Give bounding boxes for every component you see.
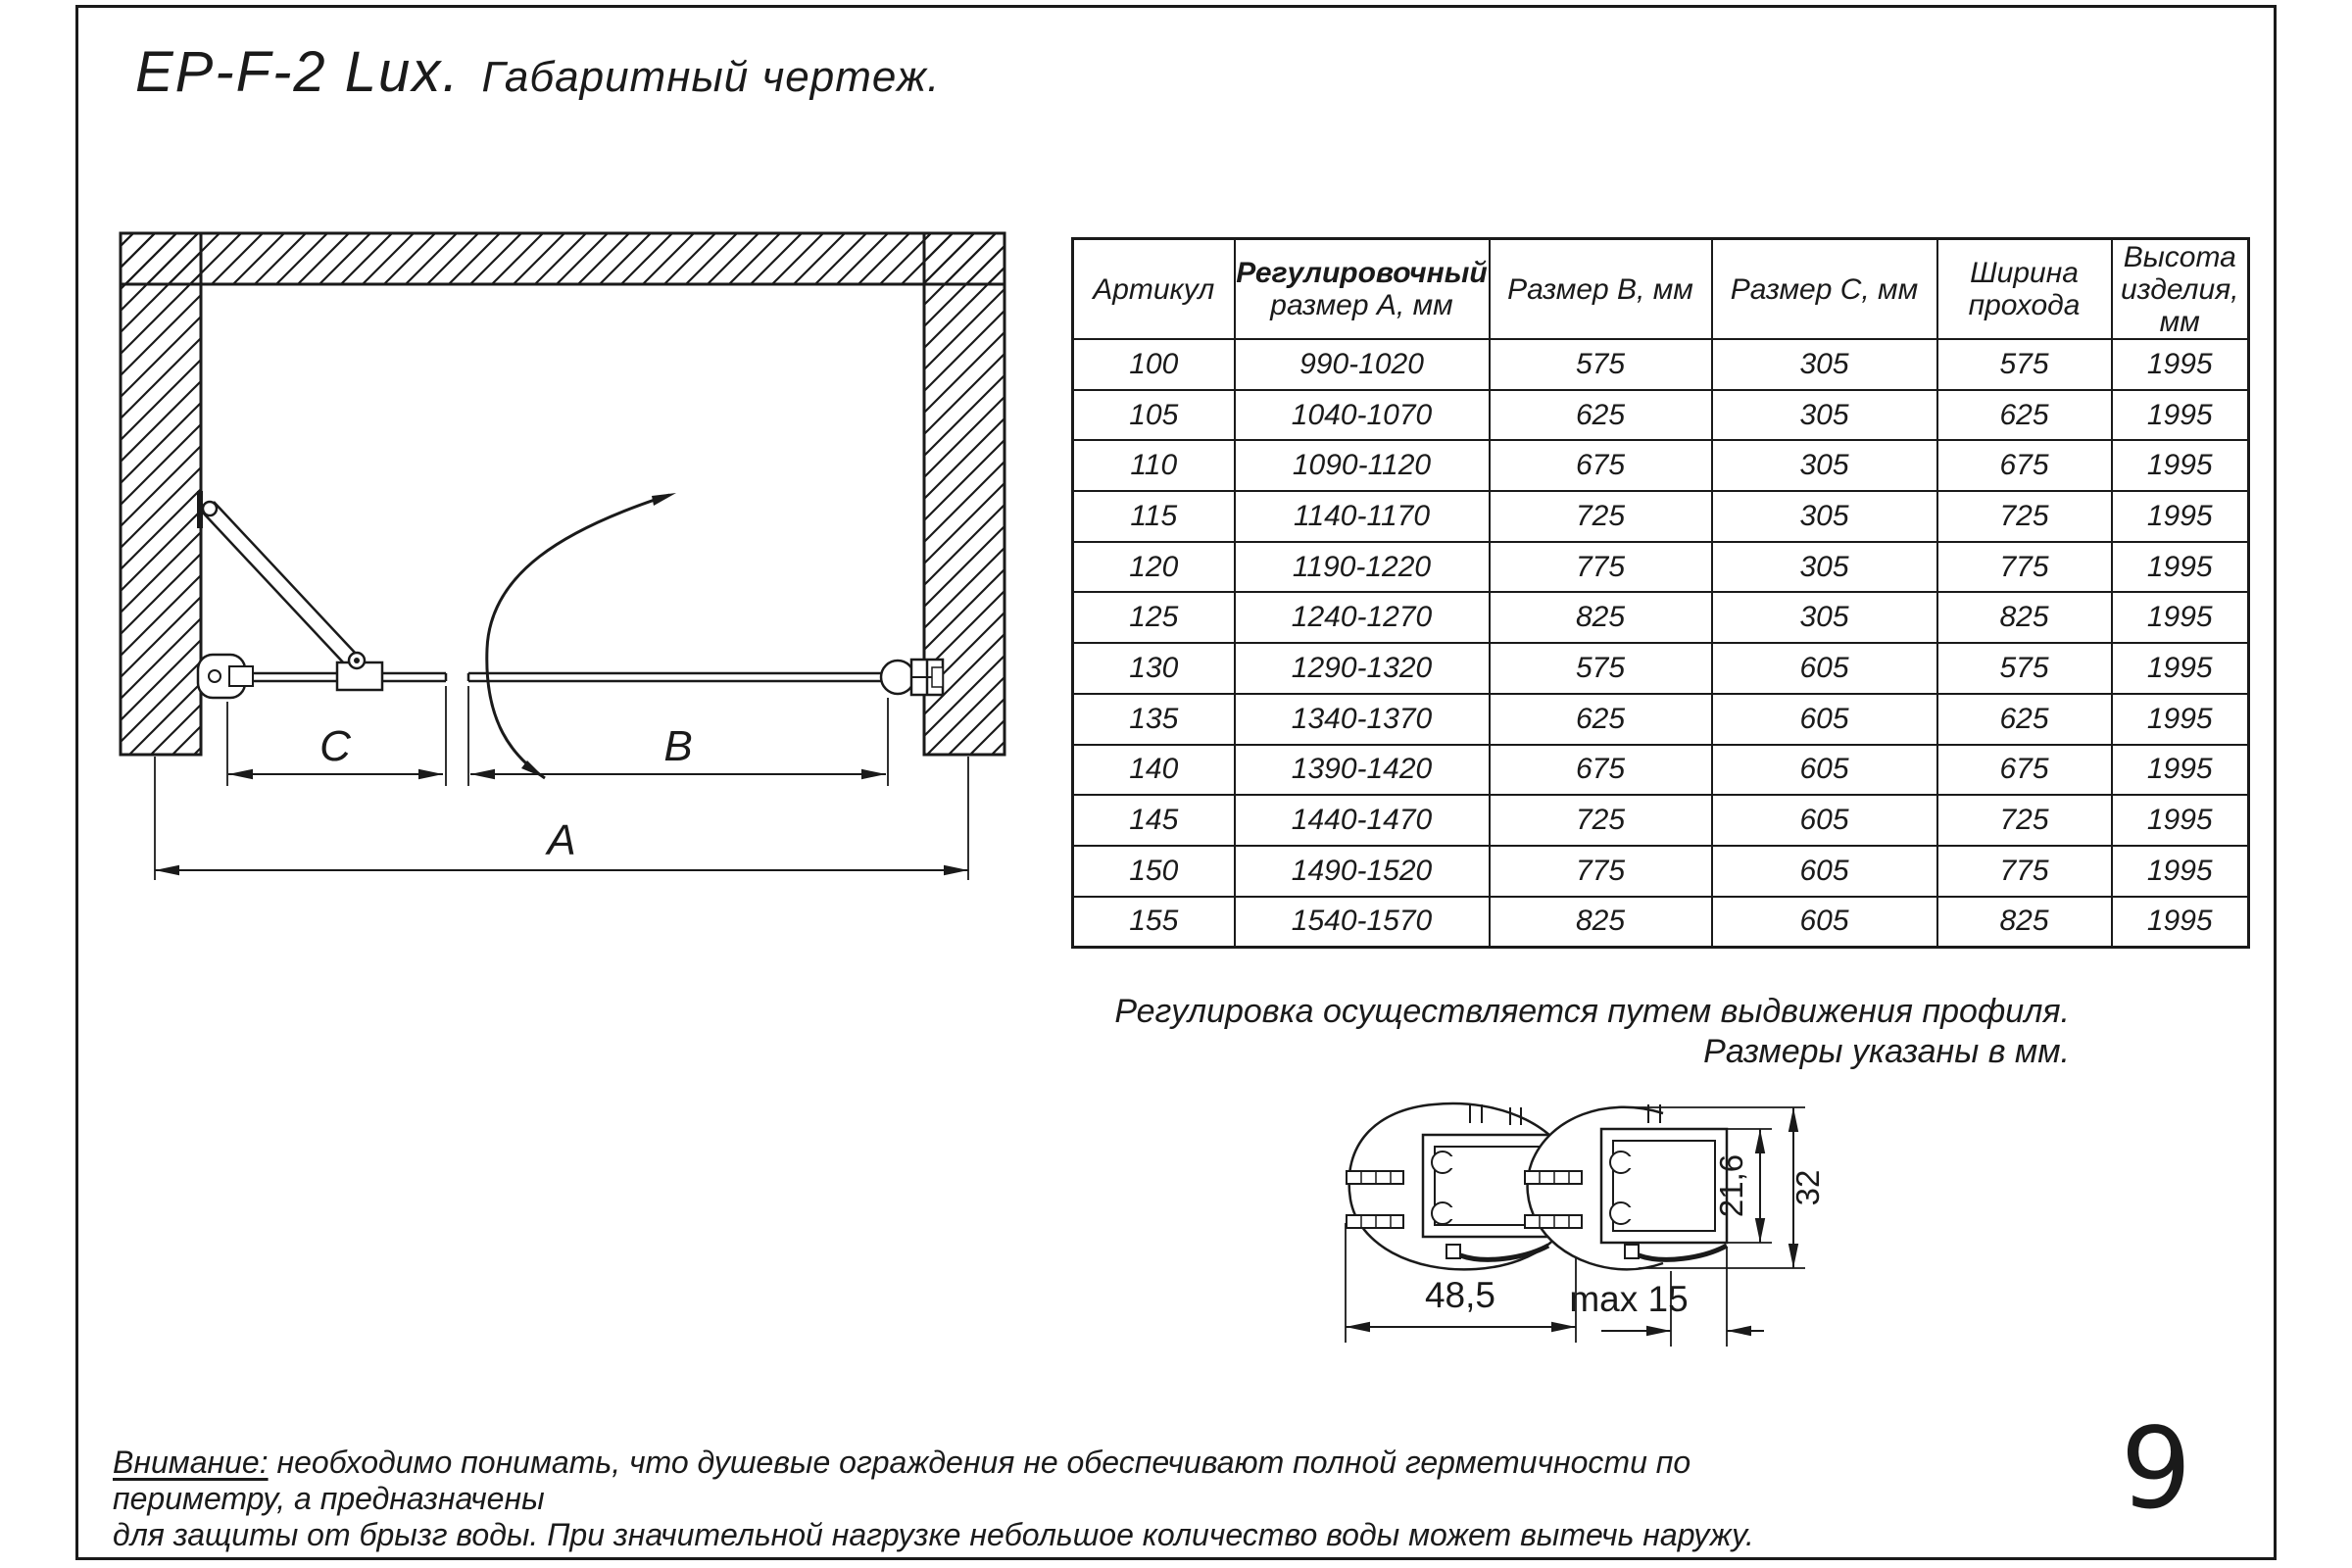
table-cell: 575 — [1490, 339, 1712, 390]
table-cell: 305 — [1712, 542, 1937, 593]
table-cell: 1995 — [2112, 795, 2249, 846]
table-cell: 110 — [1073, 440, 1235, 491]
table-cell: 1995 — [2112, 592, 2249, 643]
table-cell: 130 — [1073, 643, 1235, 694]
warning-text-1: необходимо понимать, что душевые ограждения не обеспечивают полной герметичности по периметру, а предназначены — [113, 1445, 1691, 1516]
col-height: Высота изделия, мм — [2112, 239, 2249, 340]
title-caption: Габаритный чертеж. — [481, 53, 941, 101]
dimension-a — [155, 816, 968, 875]
table-cell: 115 — [1073, 491, 1235, 542]
table-cell: 105 — [1073, 390, 1235, 441]
dim-label-b: B — [663, 722, 693, 770]
dimension-c — [228, 722, 443, 779]
table-cell: 605 — [1712, 846, 1937, 897]
table-cell: 305 — [1712, 339, 1937, 390]
table-cell: 1995 — [2112, 897, 2249, 948]
table-cell: 1995 — [2112, 542, 2249, 593]
table-cell: 675 — [1937, 745, 2112, 796]
table-cell: 825 — [1490, 592, 1712, 643]
swing-arc — [487, 493, 676, 778]
table-cell: 1995 — [2112, 745, 2249, 796]
door-hinge-right — [881, 660, 943, 695]
wall-bracket-left — [198, 655, 253, 698]
table-cell: 305 — [1712, 390, 1937, 441]
table-row — [1073, 592, 2249, 643]
table-row — [1073, 846, 2249, 897]
table-cell: 605 — [1712, 897, 1937, 948]
table-cell: 575 — [1937, 643, 2112, 694]
table-row — [1073, 491, 2249, 542]
warning-line-2: для защиты от брызг воды. При значительной нагрузке небольшое количество воды может вытечь наружу. — [113, 1517, 1754, 1552]
col-size-c: Размер С, мм — [1712, 239, 1937, 340]
table-cell: 605 — [1712, 694, 1937, 745]
table-cell: 605 — [1712, 643, 1937, 694]
table-row — [1073, 795, 2249, 846]
table-cell: 675 — [1937, 440, 2112, 491]
table-cell: 1995 — [2112, 694, 2249, 745]
table-cell: 625 — [1937, 694, 2112, 745]
table-cell: 100 — [1073, 339, 1235, 390]
table-cell: 625 — [1490, 694, 1712, 745]
table-cell: 725 — [1937, 795, 2112, 846]
table-row — [1073, 440, 2249, 491]
table-body — [1073, 339, 2249, 948]
note-line-1: Регулировка осуществляется путем выдвижения профиля. — [1114, 993, 2070, 1030]
profile-inner-height-label: 21,6 — [1713, 1153, 1749, 1218]
table-cell: 1390-1420 — [1235, 745, 1490, 796]
table-cell: 990-1020 — [1235, 339, 1490, 390]
table-header — [1073, 239, 2249, 340]
table-cell: 305 — [1712, 440, 1937, 491]
warning-label: Внимание: — [113, 1445, 269, 1480]
table-cell: 775 — [1490, 542, 1712, 593]
table-cell: 675 — [1490, 440, 1712, 491]
table-cell: 1995 — [2112, 491, 2249, 542]
page-number: 9 — [2120, 1403, 2192, 1534]
table-row — [1073, 643, 2249, 694]
table-cell: 145 — [1073, 795, 1235, 846]
table-cell: 1140-1170 — [1235, 491, 1490, 542]
table-cell: 575 — [1490, 643, 1712, 694]
table-cell: 135 — [1073, 694, 1235, 745]
table-cell: 1490-1520 — [1235, 846, 1490, 897]
table-cell: 125 — [1073, 592, 1235, 643]
table-row — [1073, 390, 2249, 441]
table-cell: 1995 — [2112, 440, 2249, 491]
table-cell: 140 — [1073, 745, 1235, 796]
table-cell: 1540-1570 — [1235, 897, 1490, 948]
col-size-a-bold: Регулировочный — [1236, 257, 1488, 289]
profile-outer-height-label: 32 — [1789, 1169, 1826, 1206]
model-name: EP-F-2 Lux. — [135, 40, 461, 104]
table-cell: 825 — [1490, 897, 1712, 948]
table-row — [1073, 745, 2249, 796]
table-cell: 825 — [1937, 592, 2112, 643]
table-cell: 1090-1120 — [1235, 440, 1490, 491]
profile-width-label: 48,5 — [1424, 1275, 1496, 1315]
table-cell: 605 — [1712, 795, 1937, 846]
table-cell: 1240-1270 — [1235, 592, 1490, 643]
table-cell: 1995 — [2112, 390, 2249, 441]
table-cell: 120 — [1073, 542, 1235, 593]
table-cell: 155 — [1073, 897, 1235, 948]
table-cell: 1995 — [2112, 846, 2249, 897]
dim-label-c: C — [319, 722, 351, 770]
table-row — [1073, 542, 2249, 593]
note-line-2: Размеры указаны в мм. — [1703, 1033, 2070, 1070]
table-cell: 775 — [1937, 542, 2112, 593]
col-size-b: Размер В, мм — [1490, 239, 1712, 340]
warning-line-1 — [113, 1445, 1838, 1517]
table-cell: 675 — [1490, 745, 1712, 796]
table-cell: 1995 — [2112, 643, 2249, 694]
table-cell: 1340-1370 — [1235, 694, 1490, 745]
table-cell: 725 — [1490, 795, 1712, 846]
table-row — [1073, 694, 2249, 745]
table-cell: 825 — [1937, 897, 2112, 948]
table-cell: 1440-1470 — [1235, 795, 1490, 846]
table-cell: 725 — [1490, 491, 1712, 542]
table-cell: 1995 — [2112, 339, 2249, 390]
warning-note — [113, 1445, 1838, 1553]
dimensions-table — [1071, 237, 2250, 949]
adjustment-notes — [1078, 992, 2070, 1072]
table-cell: 305 — [1712, 592, 1937, 643]
table-cell: 775 — [1937, 846, 2112, 897]
table-cell: 725 — [1937, 491, 2112, 542]
table-cell: 625 — [1490, 390, 1712, 441]
table-cell: 605 — [1712, 745, 1937, 796]
table-row — [1073, 897, 2249, 948]
col-size-a-rest: размер А, мм — [1270, 289, 1453, 321]
col-pass-width: Ширина прохода — [1937, 239, 2112, 340]
col-size-a — [1235, 239, 1490, 340]
table-cell: 1040-1070 — [1235, 390, 1490, 441]
col-articul: Артикул — [1073, 239, 1235, 340]
table-row — [1073, 339, 2249, 390]
table-header-row — [1073, 239, 2249, 340]
table-cell: 575 — [1937, 339, 2112, 390]
table-cell: 1190-1220 — [1235, 542, 1490, 593]
table-cell: 150 — [1073, 846, 1235, 897]
dim-label-a: A — [547, 816, 576, 864]
table-cell: 625 — [1937, 390, 2112, 441]
table-cell: 305 — [1712, 491, 1937, 542]
table-cell: 775 — [1490, 846, 1712, 897]
profile-max-ext-label: max 15 — [1569, 1279, 1689, 1319]
table-cell: 1290-1320 — [1235, 643, 1490, 694]
